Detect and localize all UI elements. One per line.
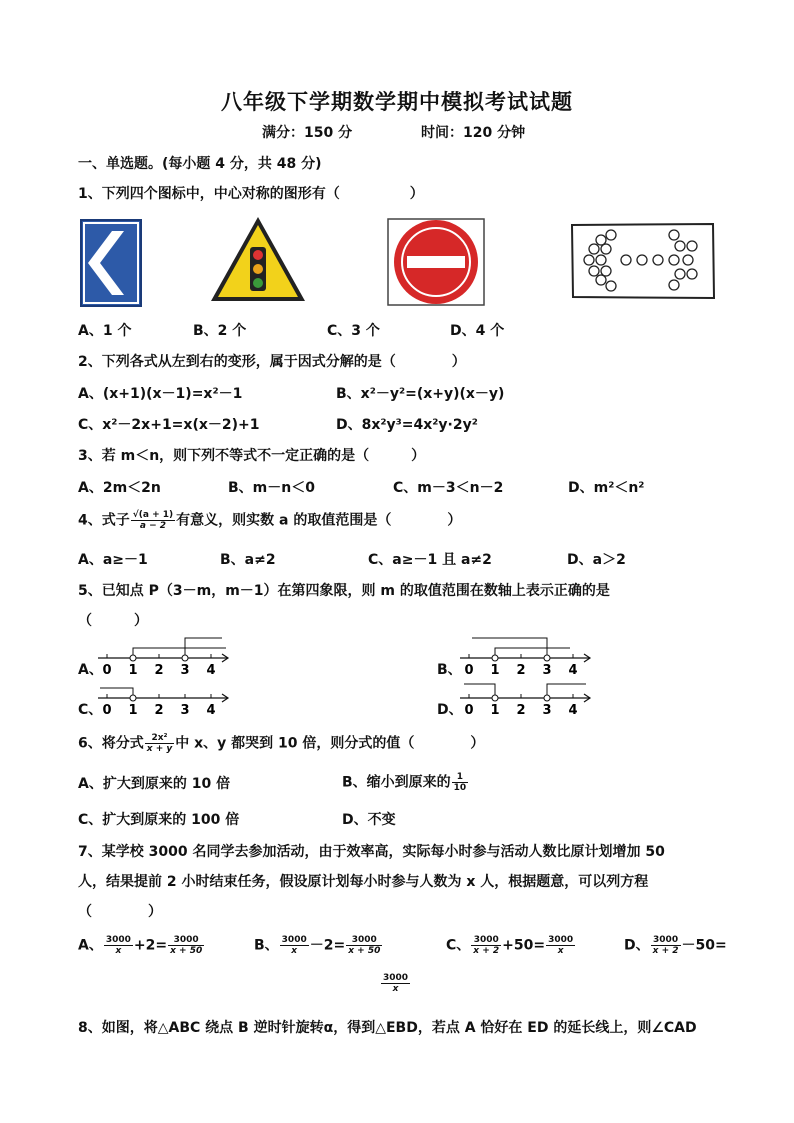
q7b-den-2: x + 50 — [348, 946, 381, 956]
q5-number-line-d — [458, 674, 594, 720]
q2-option-a: A、(x+1)(x－1)=x²－1 — [78, 386, 243, 402]
q3-option-b: B、m－n＜0 — [228, 480, 315, 496]
q4-option-d: D、a＞2 — [567, 552, 626, 568]
q7b-num-1: 3000 — [281, 935, 307, 945]
q7b-num-2: 3000 — [346, 935, 382, 946]
q7c-frac-1 — [471, 935, 501, 956]
q6-option-a: A、扩大到原来的 10 倍 — [78, 776, 231, 792]
left-turn-sign-icon — [80, 219, 142, 307]
q7a-den-2: x + 50 — [170, 946, 203, 956]
q6-stem-prefix: 6、将分式 — [78, 735, 144, 752]
q2-option-c: C、x²－2x+1=x(x－2)+1 — [78, 417, 260, 433]
q2-stem: 2、下列各式从左到右的变形，属于因式分解的是（ ） — [78, 354, 466, 370]
q1-option-b: B、2 个 — [193, 323, 247, 339]
q7d-label: D、 — [624, 937, 650, 954]
q7b-frac-1 — [280, 935, 309, 956]
q5c-tick-0: 0 — [102, 703, 112, 718]
q6-option-b-denominator: 10 — [453, 783, 467, 793]
q1-option-d: D、4 个 — [450, 323, 505, 339]
q6-stem — [78, 733, 484, 754]
q5-option-c-label: C、 — [78, 702, 103, 718]
q4-fraction — [131, 510, 175, 531]
exam-time: 时间：120 分钟 — [421, 125, 526, 141]
q5b-tick-1: 1 — [490, 663, 500, 678]
q7c-den-1: x + 2 — [473, 946, 500, 956]
dot-arrow-pattern-icon — [570, 222, 716, 300]
q5-option-a-label: A、 — [78, 662, 103, 678]
q7c-den-2: x — [557, 946, 564, 956]
q5-paren: （ ） — [78, 613, 148, 629]
q7d-op: －50= — [681, 937, 727, 954]
q7-option-c — [446, 935, 576, 956]
q7a-frac-2 — [168, 935, 204, 956]
q7-stem-line-1: 7、某学校 3000 名同学去参加活动，由于效率高，实际每小时参与活动人数比原计划增加 50 — [78, 844, 665, 860]
q4-fraction-denominator: a − 2 — [139, 521, 167, 531]
q1-option-a: A、1 个 — [78, 323, 132, 339]
q7-stem-line-2: 人，结果提前 2 小时结束任务，假设原计划每小时参与人数为 x 人，根据题意，可以列方程 — [78, 874, 649, 890]
q5c-tick-1: 1 — [128, 703, 138, 718]
q4-option-b: B、a≠2 — [220, 552, 276, 568]
q7-option-d-wrap — [380, 973, 411, 994]
q7-option-a — [78, 935, 205, 956]
q5d-tick-3: 3 — [542, 703, 552, 718]
q5b-tick-4: 4 — [568, 663, 578, 678]
q5d-tick-1: 1 — [490, 703, 500, 718]
q5a-tick-2: 2 — [154, 663, 164, 678]
q7b-frac-2 — [346, 935, 382, 956]
q7c-num-1: 3000 — [471, 935, 501, 946]
q3-option-c: C、m－3＜n－2 — [393, 480, 504, 496]
q6-stem-suffix: 中 x、y 都哭到 10 倍，则分式的值（ ） — [175, 735, 485, 752]
q4-stem-prefix: 4、式子 — [78, 512, 130, 529]
traffic-light-warning-sign-icon — [209, 215, 307, 303]
q7b-den-1: x — [291, 946, 298, 956]
q5a-tick-1: 1 — [128, 663, 138, 678]
q4-option-a: A、a≥－1 — [78, 552, 148, 568]
q5d-tick-2: 2 — [516, 703, 526, 718]
q1-option-c: C、3 个 — [327, 323, 380, 339]
q7a-num-1: 3000 — [105, 935, 131, 945]
q7-option-b — [254, 935, 383, 956]
q5c-tick-3: 3 — [180, 703, 190, 718]
q6-option-b-numerator: 1 — [452, 772, 469, 783]
q7c-frac-2 — [546, 935, 575, 956]
q7c-op: +50= — [502, 937, 546, 954]
q7c-num-2: 3000 — [548, 935, 574, 945]
q7b-op: －2= — [309, 937, 346, 954]
q7d-num-2: 3000 — [383, 973, 409, 983]
q3-option-d: D、m²＜n² — [568, 480, 645, 496]
q7b-label: B、 — [254, 937, 279, 954]
q6-fraction — [145, 733, 174, 754]
q7d-den-2: x — [392, 984, 399, 994]
q5a-tick-4: 4 — [206, 663, 216, 678]
q5-stem: 5、已知点 P（3－m，m－1）在第四象限，则 m 的取值范围在数轴上表示正确的是 — [78, 583, 610, 599]
q7-option-d — [624, 935, 727, 956]
q5d-tick-4: 4 — [568, 703, 578, 718]
q4-stem — [78, 510, 461, 531]
q8-stem: 8、如图，将△ABC 绕点 B 逆时针旋转α，得到△EBD，若点 A 恰好在 ED 的延长线上，则∠CAD — [78, 1020, 697, 1036]
q5d-tick-0: 0 — [464, 703, 474, 718]
q6-fraction-numerator: 2x² — [145, 733, 174, 744]
full-score: 满分：150 分 — [262, 125, 353, 141]
q3-stem: 3、若 m＜n，则下列不等式不一定正确的是（ ） — [78, 448, 426, 464]
q5b-tick-3: 3 — [542, 663, 552, 678]
q6-option-d: D、不变 — [342, 812, 396, 828]
q5-option-d-label: D、 — [437, 702, 463, 718]
q5-option-b-label: B、 — [437, 662, 462, 678]
q6-option-b-fraction — [452, 772, 469, 793]
q4-fraction-numerator: √(a + 1) — [132, 510, 174, 520]
q7a-frac-1 — [104, 935, 133, 956]
q5a-tick-3: 3 — [180, 663, 190, 678]
no-entry-sign-icon — [387, 218, 485, 306]
q5b-tick-2: 2 — [516, 663, 526, 678]
q4-option-c: C、a≥－1 且 a≠2 — [368, 552, 492, 568]
q7c-label: C、 — [446, 937, 471, 954]
section-heading: 一、单选题。(每小题 4 分，共 48 分) — [78, 156, 322, 172]
q7a-num-2: 3000 — [168, 935, 204, 946]
q5c-tick-2: 2 — [154, 703, 164, 718]
q3-option-a: A、2m＜2n — [78, 480, 161, 496]
q7d-frac-1 — [651, 935, 681, 956]
q7a-label: A、 — [78, 937, 103, 954]
page-title: 八年级下学期数学期中模拟考试试题 — [221, 90, 573, 114]
q5a-tick-0: 0 — [102, 663, 112, 678]
q2-option-b: B、x²－y²=(x+y)(x－y) — [336, 386, 505, 402]
q7d-frac-2 — [381, 973, 410, 994]
q5c-tick-4: 4 — [206, 703, 216, 718]
q4-stem-suffix: 有意义，则实数 a 的取值范围是（ ） — [176, 512, 462, 529]
q7d-num-1: 3000 — [651, 935, 681, 946]
q1-stem: 1、下列四个图标中，中心对称的图形有（ ） — [78, 186, 424, 202]
q6-option-b — [342, 772, 469, 793]
q2-option-d: D、8x²y³=4x²y·2y² — [336, 417, 478, 433]
q7a-op: +2= — [133, 937, 168, 954]
q6-fraction-denominator: x + y — [146, 744, 173, 754]
q6-option-b-text: B、缩小到原来的 — [342, 774, 451, 791]
q5b-tick-0: 0 — [464, 663, 474, 678]
q7-paren: （ ） — [78, 904, 162, 920]
q6-option-c: C、扩大到原来的 100 倍 — [78, 812, 240, 828]
q7d-den-1: x + 2 — [652, 946, 679, 956]
q5-number-line-c — [96, 674, 232, 720]
q7a-den-1: x — [115, 946, 122, 956]
